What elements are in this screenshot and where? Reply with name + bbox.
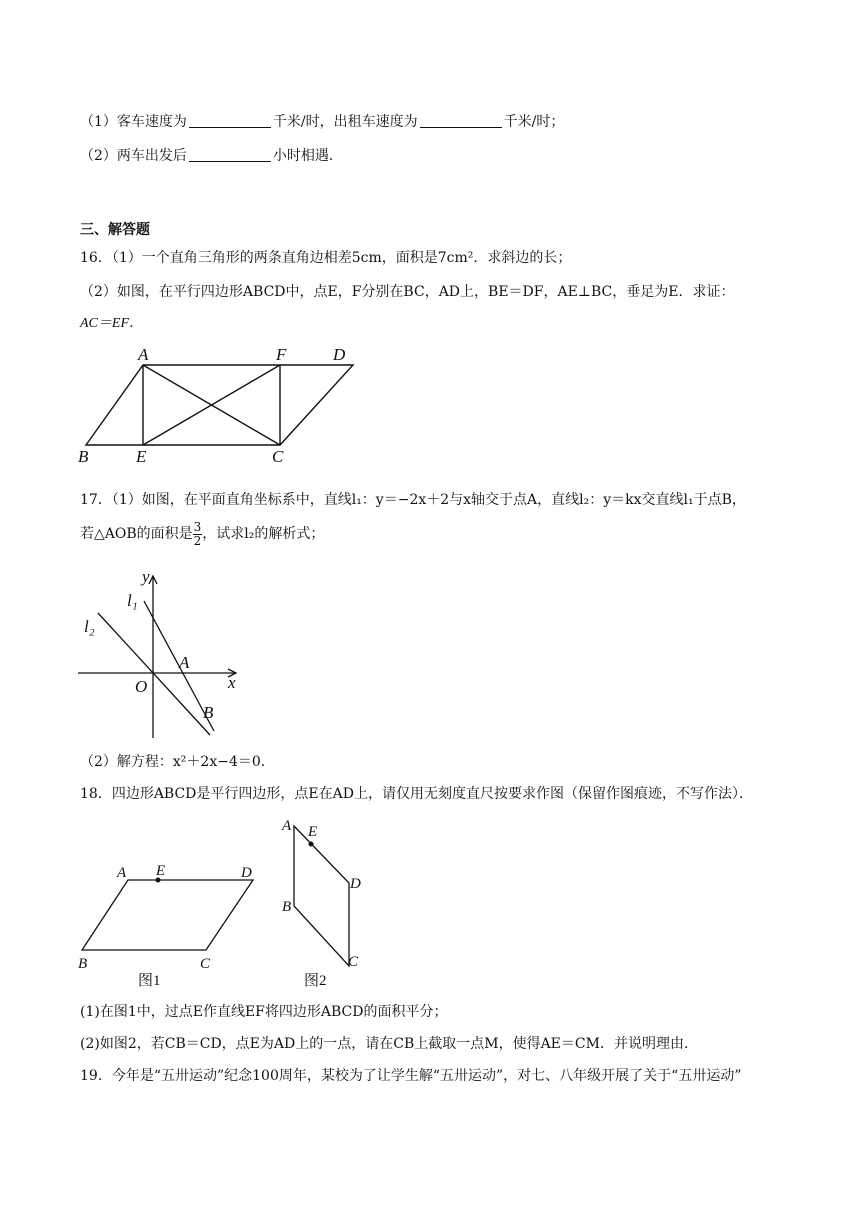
- q16-part2: （2）如图，在平行四边形ABCD中，点E，F分别在BC，AD上，BE＝DF，AE⊥BC，垂足为E．求证：: [80, 284, 735, 300]
- figure-1-q18: [78, 862, 268, 992]
- q18-part1: (1)在图1中，过点E作直线EF将四边形ABCD的面积平分；: [80, 1004, 448, 1020]
- label-b: B: [203, 703, 214, 722]
- label-c: C: [272, 447, 284, 466]
- answer-blank: [189, 113, 271, 128]
- figure-2-caption: 图2: [304, 973, 327, 989]
- q19-stem: 19．今年是“五卅运动”纪念100周年，某校为了让学生解“五卅运动”，对七、八年级开展了关于“五卅运动”: [80, 1068, 742, 1084]
- label-y: y: [142, 567, 150, 586]
- label-c: C: [200, 956, 211, 972]
- label-d: D: [333, 345, 346, 364]
- label-b: B: [78, 956, 88, 972]
- q17-part1: 17．（1）如图，在平面直角坐标系中，直线l₁：y＝−2x＋2与x轴交于点A，直线l₂：y＝kx交直线l₁于点B，: [80, 492, 746, 508]
- coordinate-figure-q17: [78, 568, 258, 748]
- label-e: E: [136, 447, 147, 466]
- label-a: A: [282, 818, 292, 834]
- q15-part1: （1）客车速度为 千米/时，出租车速度为 千米/时；: [80, 114, 565, 130]
- answer-blank: [189, 147, 271, 162]
- label-d: D: [350, 876, 361, 892]
- q16-part1: 16．（1）一个直角三角形的两条直角边相差5cm，面积是7cm²．求斜边的长；: [80, 250, 572, 266]
- q16-conclusion: AC＝EF．: [80, 316, 143, 331]
- label-d: D: [241, 865, 252, 881]
- figure-2-q18: [282, 816, 372, 994]
- fraction: $\frac{3}{2}$: [193, 519, 202, 548]
- label-c: C: [348, 954, 359, 970]
- label-o: O: [135, 677, 148, 696]
- label-b: B: [282, 899, 292, 915]
- label-l2: l₂: [84, 617, 95, 636]
- q18-stem: 18．四边形ABCD是平行四边形，点E在AD上，请仅用无刻度直尺按要求作图（保留作图痕迹，不写作法）．: [80, 786, 753, 802]
- q18-part2: (2)如图2，若CB＝CD，点E为AD上的一点，请在CB上截取一点M，使得AE＝CM．并说明理由．: [80, 1036, 698, 1052]
- label-e: E: [156, 863, 166, 879]
- q15-part2: （2）两车出发后 小时相遇．: [80, 148, 343, 164]
- label-l1: l₁: [127, 591, 138, 610]
- figure-1-caption: 图1: [138, 973, 161, 989]
- label-b: B: [78, 447, 89, 466]
- label-f: F: [276, 345, 287, 364]
- label-a: A: [138, 345, 149, 364]
- section-title: 三、解答题: [80, 222, 150, 238]
- label-a: A: [117, 865, 127, 881]
- label-a: A: [179, 653, 190, 672]
- q17-part1-cont: 若△AOB的面积是 $\frac{3}{2}$ ，试求l₂的解析式；: [80, 519, 325, 548]
- parallelogram-figure-q16: [78, 340, 368, 470]
- q17-part2: （2）解方程：x²＋2x−4＝0．: [80, 754, 275, 770]
- answer-blank: [420, 113, 502, 128]
- label-x: x: [228, 673, 236, 692]
- label-e: E: [308, 824, 318, 840]
